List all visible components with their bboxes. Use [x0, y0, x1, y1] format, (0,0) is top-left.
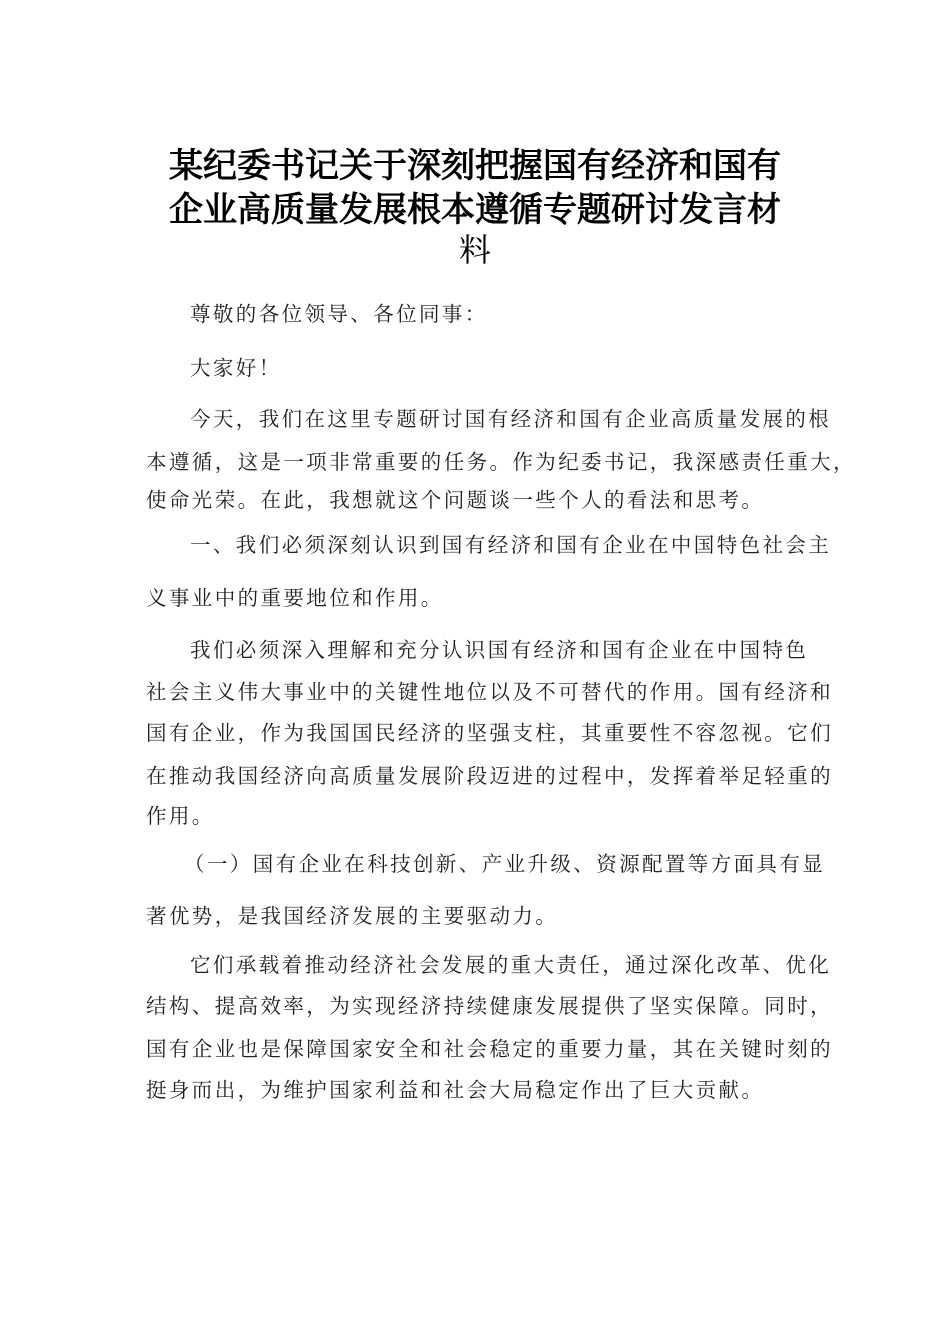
body-line: 使命光荣。在此，我想就这个问题谈一些个人的看法和思考。: [146, 488, 765, 512]
body-line: 国有企业也是保障国家安全和社会稳定的重要力量，其在关键时刻的: [146, 1037, 833, 1061]
body-line: 本遵循，这是一项非常重要的任务。作为纪委书记，我深感责任重大，: [146, 450, 856, 474]
body-line: 我们必须深入理解和充分认识国有经济和国有企业在中国特色: [190, 638, 809, 662]
body-line: 作用。: [146, 804, 215, 828]
body-line: 今天，我们在这里专题研讨国有经济和国有企业高质量发展的根: [190, 407, 832, 431]
body-line: 在推动我国经济向高质量发展阶段迈进的过程中，发挥着举足轻重的: [146, 764, 833, 788]
body-line: 结构、提高效率，为实现经济持续健康发展提供了坚实保障。同时，: [146, 994, 833, 1018]
document-title-line-3: 料: [458, 231, 491, 269]
body-line: 它们承载着推动经济社会发展的重大责任，通过深化改革、优化: [190, 953, 832, 977]
body-line: 社会主义伟大事业中的关键性地位以及不可替代的作用。国有经济和: [146, 680, 833, 704]
document-title-line-1: 某纪委书记关于深刻把握国有经济和国有: [169, 146, 781, 186]
body-line: 国有企业，作为我国国民经济的坚强支柱，其重要性不容忽视。它们: [146, 721, 833, 745]
greeting: 大家好！: [190, 356, 282, 380]
body-line: 挺身而出，为维护国家利益和社会大局稳定作出了巨大贡献。: [146, 1078, 765, 1102]
document-title-line-2: 企业高质量发展根本遵循专题研讨发言材: [169, 190, 781, 230]
subsection-heading-line: （一）国有企业在科技创新、产业升级、资源配置等方面具有显: [184, 852, 826, 876]
salutation: 尊敬的各位领导、各位同事：: [190, 302, 488, 326]
section-heading-line: 一、我们必须深刻认识到国有经济和国有企业在中国特色社会主: [190, 533, 832, 557]
section-heading-line: 义事业中的重要地位和作用。: [146, 586, 444, 610]
subsection-heading-line: 著优势，是我国经济发展的主要驱动力。: [146, 904, 559, 928]
